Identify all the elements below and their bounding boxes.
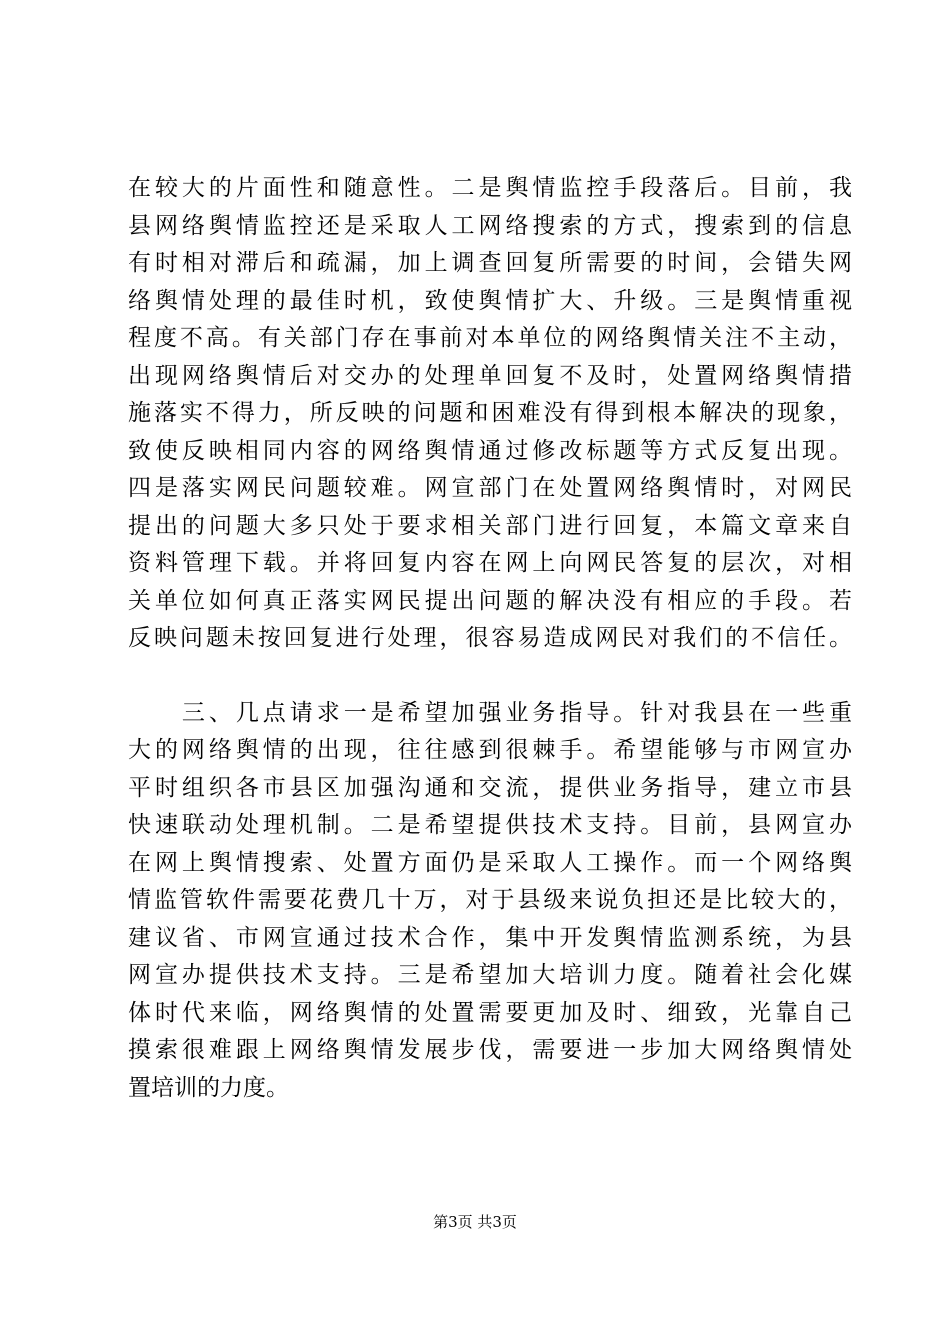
- text-line: 络舆情处理的最佳时机，致使舆情扩大、升级。三是舆情重视: [128, 287, 852, 314]
- text-line: 程度不高。有关部门存在事前对本单位的网络舆情关注不主动，: [128, 325, 852, 351]
- text-line: 出现网络舆情后对交办的处理单回复不及时，处置网络舆情措: [128, 362, 852, 389]
- paragraph-1: [128, 170, 852, 658]
- text-line: 致使反映相同内容的网络舆情通过修改标题等方式反复出现。: [128, 437, 852, 464]
- text-line: 大的网络舆情的出现，往往感到很棘手。希望能够与市网宣办: [128, 737, 852, 763]
- text-line: 情监管软件需要花费几十万，对于县级来说负担还是比较大的，: [128, 887, 852, 913]
- text-line: 平时组织各市县区加强沟通和交流，提供业务指导，建立市县: [128, 774, 852, 801]
- text-line: 关单位如何真正落实网民提出问题的解决没有相应的手段。若: [128, 587, 852, 614]
- text-line: 反映问题未按回复进行处理，很容易造成网民对我们的不信任。: [128, 625, 852, 651]
- page-number: 第3页 共3页: [433, 1213, 517, 1231]
- text-line: 置培训的力度。: [128, 1074, 289, 1101]
- text-line: 网宣办提供技术支持。三是希望加大培训力度。随着社会化媒: [128, 962, 852, 988]
- text-line: 三、几点请求一是希望加强业务指导。针对我县在一些重: [128, 699, 852, 726]
- text-line: 摸索很难跟上网络舆情发展步伐，需要进一步加大网络舆情处: [128, 1037, 852, 1063]
- text-line: 县网络舆情监控还是采取人工网络搜索的方式，搜索到的信息: [128, 212, 852, 239]
- text-line: 四是落实网民问题较难。网宣部门在处置网络舆情时，对网民: [128, 475, 852, 501]
- text-line: 施落实不得力，所反映的问题和困难没有得到根本解决的现象，: [128, 400, 852, 426]
- text-line: 在较大的片面性和随意性。二是舆情监控手段落后。目前，我: [128, 175, 852, 201]
- text-line: 有时相对滞后和疏漏，加上调查回复所需要的时间，会错失网: [128, 250, 852, 276]
- page-footer: [0, 1212, 950, 1232]
- text-line: 快速联动处理机制。二是希望提供技术支持。目前，县网宣办: [128, 812, 852, 838]
- text-line: 在网上舆情搜索、处置方面仍是采取人工操作。而一个网络舆: [128, 849, 852, 876]
- paragraph-gap: [128, 658, 852, 695]
- document-body: [128, 170, 852, 1107]
- text-line: 提出的问题大多只处于要求相关部门进行回复，本篇文章来自: [128, 512, 852, 539]
- paragraph-2: [128, 695, 852, 1108]
- text-line: 体时代来临，网络舆情的处置需要更加及时、细致，光靠自己: [128, 999, 852, 1026]
- text-line: 资料管理下载。并将回复内容在网上向网民答复的层次，对相: [128, 550, 852, 576]
- text-line: 建议省、市网宣通过技术合作，集中开发舆情监测系统，为县: [128, 924, 852, 951]
